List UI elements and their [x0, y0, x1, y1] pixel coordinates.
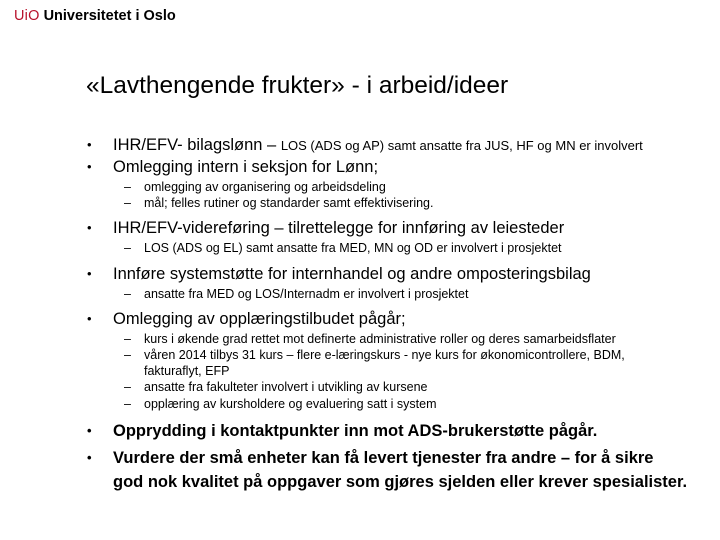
dash-marker: –: [124, 348, 131, 362]
bullet-text: IHR/EFV- bilagslønn –: [113, 136, 281, 154]
dash-marker: –: [124, 380, 131, 394]
sub-bullet-text: opplæring av kursholdere og evaluering satt i system: [144, 397, 437, 411]
dash-marker: –: [124, 332, 131, 346]
bullet-marker: •: [87, 423, 92, 438]
bullet-text: IHR/EFV-videreføring – tilrettelegge for innføring av leiesteder: [113, 219, 565, 237]
dash-marker: –: [124, 180, 131, 194]
bullet-text: Innføre systemstøtte for internhandel og andre omposteringsbilag: [113, 265, 591, 283]
bullet-marker: •: [87, 266, 92, 281]
bullet-marker: •: [87, 220, 92, 235]
sub-bullet-text: mål; felles rutiner og standarder samt effektivisering.: [144, 196, 434, 210]
sub-bullet-text: omlegging av organisering og arbeidsdeling: [144, 180, 386, 194]
dash-marker: –: [124, 287, 131, 301]
bullet-marker: •: [87, 137, 92, 152]
dash-marker: –: [124, 397, 131, 411]
bullet-text: Opprydding i kontaktpunkter inn mot ADS-brukerstøtte pågår.: [113, 422, 598, 440]
sub-bullet-text: ansatte fra MED og LOS/Internadm er involvert i prosjektet: [144, 287, 469, 301]
university-name: Universitetet i Oslo: [43, 8, 176, 24]
bullet-text: Vurdere der små enheter kan få levert tjenester fra andre – for å sikre: [113, 449, 654, 467]
dash-marker: –: [124, 196, 131, 210]
sub-bullet-text: kurs i økende grad rettet mot definerte administrative roller og deres samarbeidsflater: [144, 332, 616, 346]
bullet-text: god nok kvalitet på oppgaver som gjøres sjelden eller krever spesialister.: [113, 473, 688, 491]
slide-title: «Lavthengende frukter» - i arbeid/ideer: [86, 72, 509, 99]
sub-bullet-text: fakturaflyt, EFP: [144, 364, 230, 378]
bullet-marker: •: [87, 450, 92, 465]
sub-bullet-text: LOS (ADS og EL) samt ansatte fra MED, MN og OD er involvert i prosjektet: [144, 241, 562, 255]
bullet-text: Omlegging av opplæringstilbudet pågår;: [113, 310, 406, 328]
bullet-text: Omlegging intern i seksjon for Lønn;: [113, 158, 379, 176]
bullet-marker: •: [87, 159, 92, 174]
sub-bullet-text: våren 2014 tilbys 31 kurs – flere e-læringskurs - nye kurs for økonomicontrollere, BDM,: [144, 348, 625, 362]
uio-logo-mark: UiO: [14, 8, 40, 24]
bullet-marker: •: [87, 311, 92, 326]
bullet-detail: LOS (ADS og AP) samt ansatte fra JUS, HF og MN er involvert: [280, 138, 643, 153]
dash-marker: –: [124, 241, 131, 255]
sub-bullet-text: ansatte fra fakulteter involvert i utvikling av kursene: [144, 380, 428, 394]
